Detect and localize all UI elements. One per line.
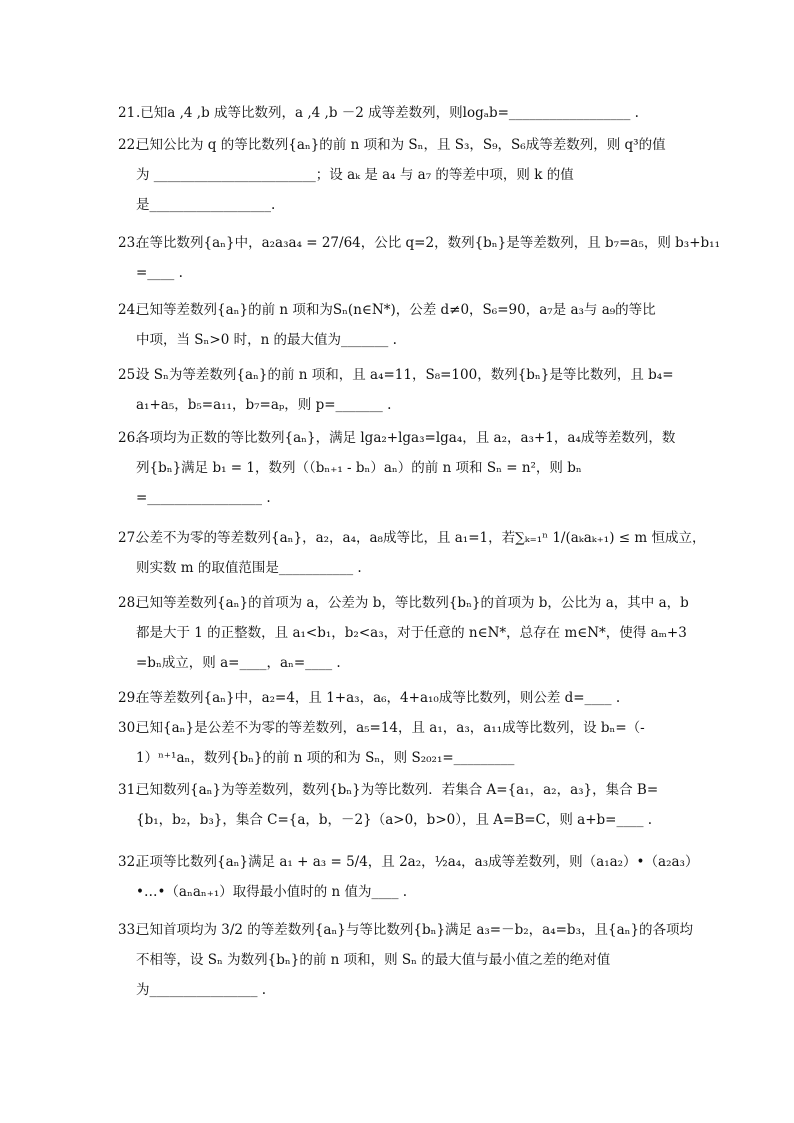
question-number: 26.: [118, 430, 140, 446]
question-line: 都是大于 1 的正整数，且 a₁<b₁，b₂<a₃，对于任意的 n∈N*，总存在 m∈N*，使得 aₘ+3: [136, 625, 687, 641]
question-number: 23.: [118, 235, 140, 251]
question-line: 已知首项均为 3/2 的等差数列{aₙ}与等比数列{bₙ}满足 a₃=－b₂，a₄=b₃，且{aₙ}的各项均: [136, 922, 694, 938]
question-number: 29.: [118, 690, 140, 706]
question-line: 不相等，设 Sₙ 为数列{bₙ}的前 n 项和，则 Sₙ 的最大值与最小值之差的绝对值: [136, 952, 611, 968]
question-line: 已知公比为 q 的等比数列{aₙ}的前 n 项和为 Sₙ，且 S₃，S₉，S₆成等差数列，则 q³的值: [136, 137, 666, 153]
question-23: [118, 228, 720, 288]
question-number: 32.: [118, 854, 140, 870]
question-number: 28.: [118, 595, 140, 611]
question-line: 为 ________________________；设 aₖ 是 a₄ 与 a₇ 的等差中项，则 k 的值: [136, 167, 574, 183]
question-30: [118, 713, 678, 773]
question-line: 公差不为零的等差数列{aₙ}，a₂，a₄，a₈成等比，且 a₁=1，若∑ₖ₌₁ⁿ 1/(aₖaₖ₊₁) ≤ m 恒成立，: [136, 530, 706, 546]
question-33: [118, 915, 694, 1005]
question-line: 列{bₙ}满足 b₁ = 1，数列（（bₙ₊₁ - bₙ）aₙ）的前 n 项和 Sₙ = n²，则 bₙ: [136, 460, 582, 476]
question-number: 27.: [118, 530, 140, 546]
question-line: 中项，当 Sₙ>0 时，n 的最大值为_______ .: [136, 332, 397, 348]
question-line: 已知数列{aₙ}为等差数列，数列{bₙ}为等比数列．若集合 A={a₁，a₂，a₃}，集合 B=: [136, 782, 659, 798]
question-line: 在等差数列{aₙ}中，a₂=4，且 1+a₃，a₆，4+a₁₀成等比数列，则公差 d=____ .: [136, 690, 621, 706]
question-29: [118, 683, 678, 713]
question-27: [118, 523, 706, 583]
question-line: =bₙ成立，则 a=____，aₙ=____ .: [136, 655, 341, 671]
question-line: 为________________ .: [136, 982, 267, 998]
question-line: 在等比数列{aₙ}中，a₂a₃a₄ = 27/64，公比 q=2，数列{bₙ}是等差数列，且 b₇=a₅，则 b₃+b₁₁: [136, 235, 720, 251]
question-32: [118, 847, 699, 907]
question-line: =____ .: [136, 265, 183, 281]
question-22: [118, 130, 678, 220]
question-number: 22.: [118, 137, 140, 153]
question-line: 正项等比数列{aₙ}满足 a₁ + a₃ = 5/4，且 2a₂，½a₄，a₃成等差数列，则（a₁a₂）•（a₂a₃）: [136, 854, 699, 870]
question-line: 则实数 m 的取值范围是___________ .: [136, 560, 362, 576]
question-number: 21: [118, 105, 136, 121]
question-line: 已知等差数列{aₙ}的首项为 a，公差为 b，等比数列{bₙ}的首项为 b，公比为 a，其中 a，b: [136, 595, 689, 611]
question-26: [118, 423, 678, 513]
question-number: 25.: [118, 367, 140, 383]
question-31: [118, 775, 678, 835]
question-number: 31.: [118, 782, 140, 798]
question-number: 30.: [118, 720, 140, 736]
question-line: a₁+a₅，b₅=a₁₁，b₇=aₚ，则 p=_______ .: [136, 397, 392, 413]
question-25: [118, 360, 678, 420]
question-number: 33.: [118, 922, 140, 938]
question-line: .已知a ,4 ,b 成等比数列，a ,4 ,b －2 成等差数列，则logₐb=__________________ .: [136, 105, 639, 121]
question-line: 已知等差数列{aₙ}的前 n 项和为Sₙ(n∈N*)，公差 d≠0，S₆=90，a₇是 a₃与 a₉的等比: [136, 302, 656, 318]
question-line: 已知{aₙ}是公差不为零的等差数列，a₅=14，且 a₁，a₃，a₁₁成等比数列，设 bₙ=（-: [136, 720, 645, 736]
question-number: 24.: [118, 302, 140, 318]
question-line: •…•（aₙaₙ₊₁）取得最小值时的 n 值为____ .: [136, 884, 408, 900]
question-24: [118, 295, 678, 355]
question-28: [118, 588, 689, 678]
question-21: [118, 98, 678, 128]
question-line: =_________________ .: [136, 490, 271, 506]
question-line: 是__________________.: [136, 197, 276, 213]
question-line: 设 Sₙ为等差数列{aₙ}的前 n 项和，且 a₄=11，S₈=100，数列{bₙ}是等比数列，且 b₄=: [136, 367, 674, 383]
question-line: 1）ⁿ⁺¹aₙ，数列{bₙ}的前 n 项的和为 Sₙ，则 S₂₀₂₁=_________: [136, 750, 515, 766]
question-line: {b₁，b₂，b₃}，集合 C={a，b，－2}（a>0，b>0），且 A=B=C，则 a+b=____ .: [136, 812, 653, 828]
question-line: 各项均为正数的等比数列{aₙ}，满足 lga₂+lga₃=lga₄，且 a₂，a₃+1，a₄成等差数列，数: [136, 430, 676, 446]
